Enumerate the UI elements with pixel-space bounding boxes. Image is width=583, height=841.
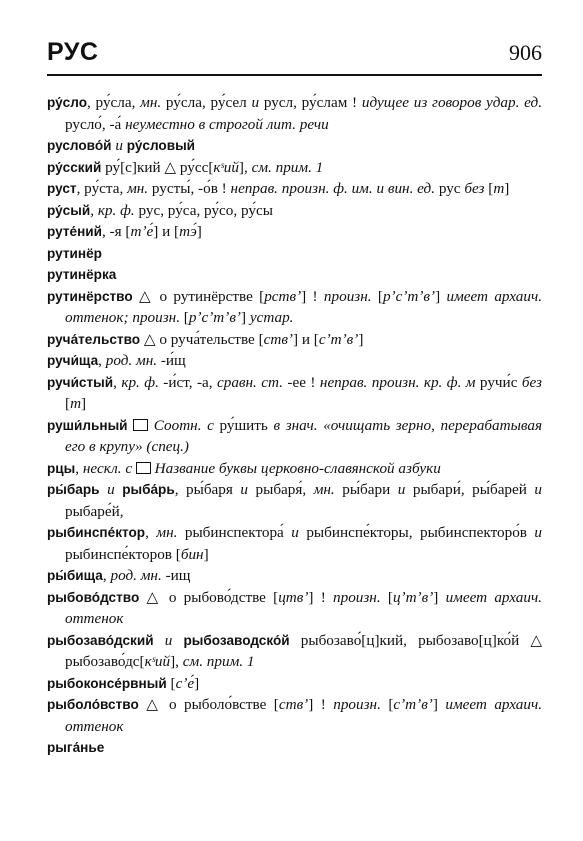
entry-text: ] ! — [308, 696, 334, 713]
entry-text: , — [90, 201, 98, 219]
dictionary-entry — [47, 565, 542, 587]
entry-text: ручи́с — [475, 373, 522, 391]
italic-label: и — [397, 481, 406, 498]
italic-label: и — [164, 631, 173, 649]
italic-label: имеет архаич. оттенок — [65, 588, 542, 627]
headword: рутинёр — [47, 245, 102, 261]
entry-text: ] и [ — [153, 223, 180, 240]
headword: руте́ний — [47, 224, 102, 239]
entry-text: рус — [435, 180, 465, 197]
entry-text: ] — [504, 180, 510, 197]
entry-text: русты́, -о́в ! — [148, 180, 231, 197]
italic-label: без — [464, 180, 485, 197]
entry-text: рыбаре́й, — [65, 502, 124, 520]
italic-label: в знач. «очищать зерно, перерабатывая его в крупу» (спец.) — [65, 416, 543, 455]
headword: рутинёрка — [47, 267, 117, 282]
headword: рыга́нье — [47, 740, 105, 755]
entry-text: ] — [203, 545, 209, 563]
italic-label: кˢий — [144, 653, 171, 670]
dictionary-entry — [47, 329, 542, 351]
dictionary-entry — [47, 694, 542, 737]
italic-label: произн. — [323, 287, 372, 305]
italic-label: без — [521, 373, 542, 391]
entry-text: , — [113, 373, 122, 391]
italic-label: ˢ — [220, 158, 224, 176]
dictionary-entry — [47, 522, 542, 565]
dictionary-entry — [47, 415, 542, 458]
entry-text: -и́щ — [157, 352, 186, 369]
dictionary-entry — [47, 737, 542, 759]
italic-label: мн. — [127, 180, 149, 197]
entry-text: ру́[с]кий △ ру́сс[ — [101, 158, 214, 176]
italic-label: к — [213, 158, 221, 176]
entry-text: [ — [380, 588, 393, 606]
italic-label: произн. — [333, 696, 381, 713]
entry-text: -ищ — [161, 567, 191, 584]
italic-label: ствʼ — [263, 330, 293, 348]
headword: ры́бища — [47, 568, 103, 583]
headword: рыбинспе́ктор — [47, 525, 146, 540]
italic-label: и — [534, 481, 543, 498]
dictionary-entry — [47, 587, 542, 630]
dictionary-entry — [47, 458, 542, 480]
entry-text: , ру́ста, — [76, 180, 128, 197]
entry-text: ] ! — [301, 287, 324, 305]
entry-text: , — [75, 459, 83, 477]
italic-label: нескл. с — [82, 459, 133, 477]
headword: рутинёрство — [47, 288, 133, 304]
italic-label: тʼе́ — [130, 223, 154, 240]
dictionary-entry — [47, 479, 542, 522]
dictionary-entry — [47, 92, 542, 135]
entry-text: ] — [81, 395, 87, 412]
entry-text: [ — [371, 287, 383, 305]
entry-text — [172, 632, 183, 649]
italic-label: род. мн. — [110, 567, 162, 584]
italic-label: устар. — [249, 309, 294, 326]
headword: ручи́ща — [47, 353, 99, 368]
italic-label: рствʼ — [264, 287, 302, 305]
italic-label: и — [107, 481, 115, 498]
page-number: 906 — [509, 40, 542, 65]
headword: рыбозаводско́й — [183, 632, 290, 648]
entry-text: ] — [435, 287, 447, 305]
italic-label: ий — [223, 158, 239, 176]
italic-label: кр. ф. — [121, 373, 159, 391]
entry-text: рыбари́, ры́барей — [405, 481, 535, 498]
italic-label: мн. — [156, 524, 178, 541]
entry-text: [ — [180, 309, 189, 326]
italic-label: бин — [180, 545, 204, 563]
entry-text: [ — [166, 674, 176, 692]
entry-text: рыбаря́, — [248, 481, 314, 498]
entry-text: рус, ру́са, ру́со, ру́сы — [134, 201, 273, 219]
italic-label: см. прим. 1 — [251, 158, 324, 176]
italic-label: имеет архаич. оттенок; произн. — [65, 287, 542, 326]
italic-label: сʼе́ — [175, 674, 195, 692]
headword: ручи́стый — [47, 374, 114, 390]
entry-text: △ о рыболо́встве [ — [138, 696, 279, 713]
entry-text: рыбинспе́кторы, рыбинспекторо́в — [298, 524, 535, 541]
dictionary-entry — [47, 630, 542, 673]
entry-text: ] и [ — [292, 330, 319, 348]
entry-text: , — [98, 352, 106, 369]
entry-text: [ — [65, 395, 71, 412]
entry-text: -и́ст, -а, — [158, 373, 217, 391]
headword: рцы — [47, 460, 76, 476]
italic-label: идущее из говоров удар. ед. — [361, 94, 542, 111]
running-header-word: РУС — [47, 38, 99, 66]
italic-label: тэ́ — [179, 223, 197, 240]
headword: ру́словый — [126, 138, 196, 153]
entry-text: рыбинспе́кторов [ — [65, 545, 181, 563]
entry-text — [154, 632, 165, 649]
italic-label: см. прим. 1 — [182, 653, 255, 670]
italic-label: мн. — [313, 481, 335, 498]
square-symbol-icon — [133, 419, 148, 431]
italic-label: и — [240, 481, 248, 498]
italic-label: Соотн. с — [153, 416, 214, 434]
italic-label: и — [251, 94, 260, 111]
entry-text: ] ! — [308, 588, 333, 606]
dictionary-entry — [47, 200, 542, 222]
dictionary-entry — [47, 135, 542, 157]
headword: ру́сский — [47, 159, 102, 175]
italic-label: рʼсʼтʼвʼ — [188, 309, 241, 326]
dictionary-entries — [47, 92, 542, 759]
entry-text: [ — [484, 180, 494, 197]
italic-label: ствʼ — [278, 696, 309, 713]
italic-label: сравн. ст. — [217, 373, 283, 391]
entry-text: русл, ру́слам ! — [259, 94, 362, 111]
italic-label: сʼтʼвʼ — [318, 330, 359, 348]
entry-text: русло́, -а́ — [65, 115, 126, 133]
italic-label: произн. — [333, 588, 381, 606]
entry-text: ] — [358, 330, 364, 348]
entry-text: ], — [170, 653, 183, 670]
entry-text: ] — [241, 309, 250, 326]
square-symbol-icon — [136, 462, 151, 474]
entry-text — [100, 481, 108, 498]
italic-label: неправ. произн. ф. им. и вин. ед. — [230, 180, 436, 197]
entry-text: ру́шить — [213, 416, 274, 434]
dictionary-entry — [47, 221, 542, 243]
italic-label: род. мн. — [105, 352, 158, 369]
entry-text: , ру́сла, — [87, 94, 141, 111]
entry-text: рыбозаво́[ц]кий, рыбозаво[ц]ко́й △ рыбозаво́дс[ — [65, 631, 543, 670]
italic-label: и — [115, 137, 123, 154]
page-header — [47, 38, 542, 72]
headword: рыбозаво́дский — [47, 632, 154, 648]
entry-text: ] — [194, 674, 200, 692]
entry-text: -ее ! — [282, 373, 320, 391]
dictionary-entry — [47, 286, 542, 329]
italic-label: т — [70, 395, 82, 412]
entry-text: [ — [380, 696, 394, 713]
dictionary-entry — [47, 372, 542, 415]
headword: руст — [47, 181, 77, 196]
entry-text: △ о руча́тельстве [ — [140, 330, 264, 348]
entry-text: , -я [ — [102, 223, 131, 240]
italic-label: Название буквы церковно-славянской азбуки — [154, 459, 441, 477]
headword: рыба́рь — [122, 482, 175, 497]
headword: рыбово́дство — [47, 589, 140, 605]
headword: руча́тельство — [47, 331, 141, 347]
italic-label: мн. — [140, 94, 162, 111]
entry-text: △ о рыбово́дстве [ — [139, 588, 279, 606]
italic-label: цʼтʼвʼ — [392, 588, 434, 606]
entry-text: ], — [238, 158, 252, 176]
headword: ру́сло — [47, 95, 88, 110]
italic-label: неуместно в строгой лит. речи — [125, 115, 329, 133]
entry-text: рыбинспектора́ — [177, 524, 292, 541]
headword: ры́барь — [47, 482, 100, 497]
italic-label: сʼтʼвʼ — [393, 696, 433, 713]
headword: рыбоконсе́рвный — [47, 675, 167, 691]
entry-text: , — [145, 524, 157, 541]
entry-text: , ры́баря — [174, 481, 241, 498]
entry-text: ] — [196, 223, 202, 240]
dictionary-entry — [47, 673, 542, 695]
dictionary-entry — [47, 243, 542, 265]
headword: ру́сый — [47, 202, 91, 218]
entry-text: , — [102, 567, 111, 584]
entry-text: ру́сла, ру́сел — [161, 94, 252, 111]
dictionary-entry — [47, 178, 542, 200]
header-rule — [47, 74, 542, 76]
dictionary-entry — [47, 350, 542, 372]
italic-label: неправ. произн. кр. ф. м — [319, 373, 476, 391]
headword: рыболо́вство — [47, 697, 139, 712]
entry-text: ] — [432, 696, 446, 713]
italic-label: и — [534, 524, 543, 541]
dictionary-entry — [47, 264, 542, 286]
headword: руши́льный — [47, 417, 128, 433]
italic-label: кр. ф. — [97, 201, 135, 219]
italic-label: рʼсʼтʼвʼ — [382, 287, 436, 305]
italic-label: т — [493, 180, 505, 197]
entry-text: ] — [433, 588, 446, 606]
italic-label: цтвʼ — [278, 588, 309, 606]
italic-label: имеет архаич. оттенок — [65, 696, 542, 735]
italic-label: и — [291, 524, 299, 541]
entry-text: △ о рутинёрстве [ — [132, 287, 265, 305]
dictionary-entry — [47, 157, 542, 179]
entry-text: ры́бари — [334, 481, 398, 498]
headword: руслово́й — [47, 138, 112, 153]
